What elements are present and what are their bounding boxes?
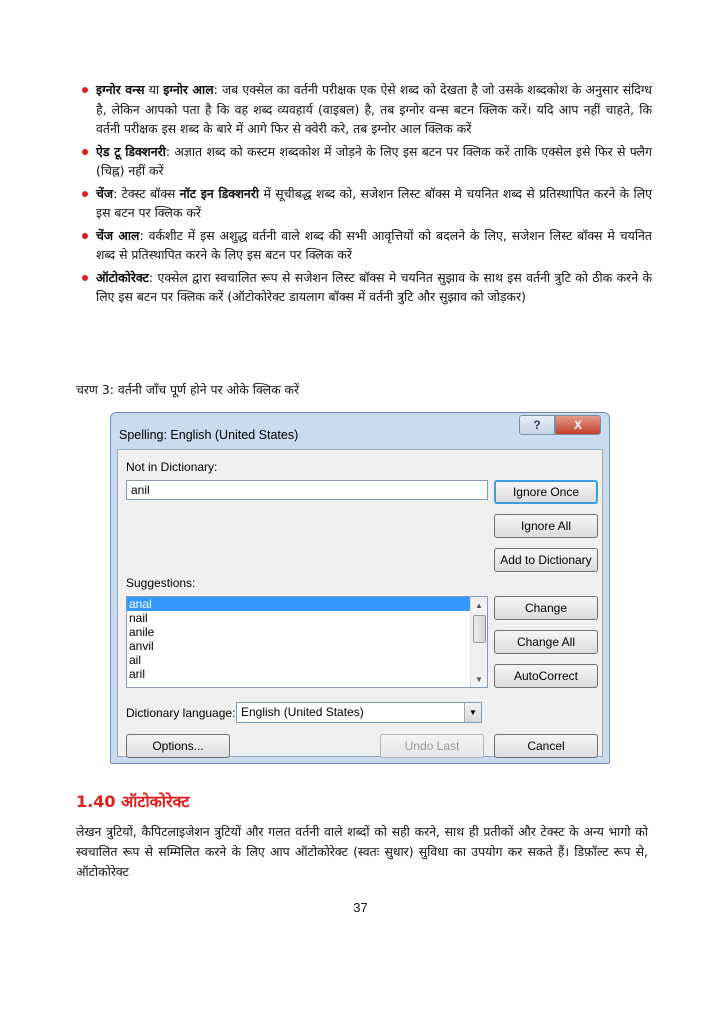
not-in-dictionary-field[interactable]: anil [126,480,488,500]
bullet-ignore [96,80,652,139]
bullet-dot-icon [82,149,88,155]
list-item[interactable]: anvil [129,639,154,653]
change-button[interactable]: Change [494,596,598,620]
bullet-text: : वर्कशीट में इस अशुद्ध वर्तनी वाले शब्द की सभी आवृत्तियों को बदलने के लिए, सजेशन लिस्ट बॉक्स मे चयनित शब्द से प्रतिस्थापित करने के लिए इस बटन पर क्लिक करें [96,227,652,262]
term-ignore-all: इग्नोर आल [163,82,214,97]
spelling-dialog [110,412,610,764]
section-heading: 1.40 ऑटोकोरेक्ट [76,792,190,811]
page-number: 37 [353,900,368,915]
term-change: चेंज [96,185,114,201]
dialog-titlebar[interactable] [111,413,609,447]
list-item[interactable]: ail [129,653,142,667]
bullet-change-all [96,226,652,265]
ignore-once-button[interactable]: Ignore Once [494,480,598,504]
scroll-thumb[interactable] [473,615,486,643]
suggestions-items [127,597,471,681]
joiner-text: या [144,82,164,97]
suggestions-label: Suggestions: [126,576,196,590]
section-paragraph: लेखन त्रुटियों, कैपिटलाइजेशन त्रुटियों और गलत वर्तनी वाले शब्दों को सही करने, साथ ही प्रतीकों और टेक्स्ट के अन्य भागो को स्वचालित रूप से सम्मिलित करने के लिए आप ऑटोकोरेक्ट (स्वतः सुधार) सुविधा का उपयोग कर सकते हैं। डिफ़ॉल्ट रूप से, ऑटोकोरेक्ट [76,824,648,879]
options-button[interactable]: Options... [126,734,230,758]
bullet-list [96,80,652,310]
list-item[interactable]: nail [129,611,148,625]
list-item[interactable]: anal [127,597,471,611]
bullet-text: : एक्सेल द्वारा स्वचालित रूप से सजेशन लिस्ट बॉक्स मे चयनित सुझाव के साथ इस वर्तनी त्रुटि को ठीक करने के लिए इस बटन पर क्लिक करें (ऑटोकोरेक्ट डायलाग बॉक्स में वर्तनी त्रुटि और सुझाव को जोड़कर) [96,269,652,304]
bullet-dot-icon [82,275,88,281]
help-button[interactable]: ? [519,415,555,435]
undo-last-button[interactable]: Undo Last [380,734,484,758]
term-not-in-dictionary: नॉट इन डिक्शनरी [179,185,260,201]
bullet-autocorrect [96,268,652,307]
dictionary-language-value: English (United States) [241,705,364,719]
autocorrect-button[interactable]: AutoCorrect [494,664,598,688]
not-in-dictionary-label: Not in Dictionary: [126,460,218,474]
term-autocorrect: ऑटोकोरेक्ट [96,269,149,285]
list-item[interactable]: aril [129,667,146,681]
add-to-dictionary-button[interactable]: Add to Dictionary [494,548,598,572]
scroll-up-arrow-icon[interactable]: ▲ [475,600,483,610]
dictionary-language-label: Dictionary language: [126,706,236,720]
scroll-down-arrow-icon[interactable]: ▼ [475,674,483,684]
term-ignore-once: इग्नोर वन्स [96,82,145,97]
bullet-text: : टेक्स्ट बॉक्स [113,185,180,201]
list-item[interactable]: anile [129,625,155,639]
term-add-to-dictionary: ऐड टू डिक्शनरी [96,143,166,159]
cancel-button[interactable]: Cancel [494,734,598,758]
bullet-dot-icon [82,87,88,93]
bullet-add-to-dictionary [96,142,652,181]
bullet-text: : जब एक्सेल का वर्तनी परीक्षक एक ऐसे शब्द को देखता है जो उसके शब्दकोश के अनुसार संदिग्ध है, लेकिन आपको पता है कि वह शब्द व्यवहार्य (वाइबल) है, तब इग्नोर वन्स बटन क्लिक करें। यदि आप नहीं चाहते, कि वर्तनी परीक्षक इस शब्द के बारे में आगे फिर से क्वेरी करे, तब इग्नोर आल क्लिक करें [96,82,652,136]
term-change-all: चेंज आल [96,227,140,243]
suggestions-scrollbar[interactable] [470,597,487,687]
title-buttons [519,415,601,435]
bullet-text: में सूचीबद्ध शब्द को, सजेशन लिस्ट बॉक्स मे चयनित शब्द से प्रतिस्थापित करने के लिए इस बटन पर क्लिक करें [96,185,652,220]
close-button[interactable]: X [555,415,601,435]
bullet-text: : अज्ञात शब्द को कस्टम शब्दकोश में जोड़ने के लिए इस बटन पर क्लिक करें ताकि एक्सेल इसे फिर से फ्लैग (चिह्न) नहीं करें [96,143,652,178]
bullet-change [96,184,652,223]
dialog-body [117,449,603,757]
suggestions-listbox[interactable] [126,596,488,688]
dictionary-language-select[interactable] [236,702,482,723]
step-3-text: चरण 3: वर्तनी जाँच पूर्ण होने पर ओके क्लिक करें [76,382,300,397]
bullet-dot-icon [82,191,88,197]
bullet-dot-icon [82,233,88,239]
dialog-title: Spelling: English (United States) [119,428,299,442]
dropdown-arrow-icon[interactable]: ▼ [464,703,481,722]
ignore-all-button[interactable]: Ignore All [494,514,598,538]
change-all-button[interactable]: Change All [494,630,598,654]
